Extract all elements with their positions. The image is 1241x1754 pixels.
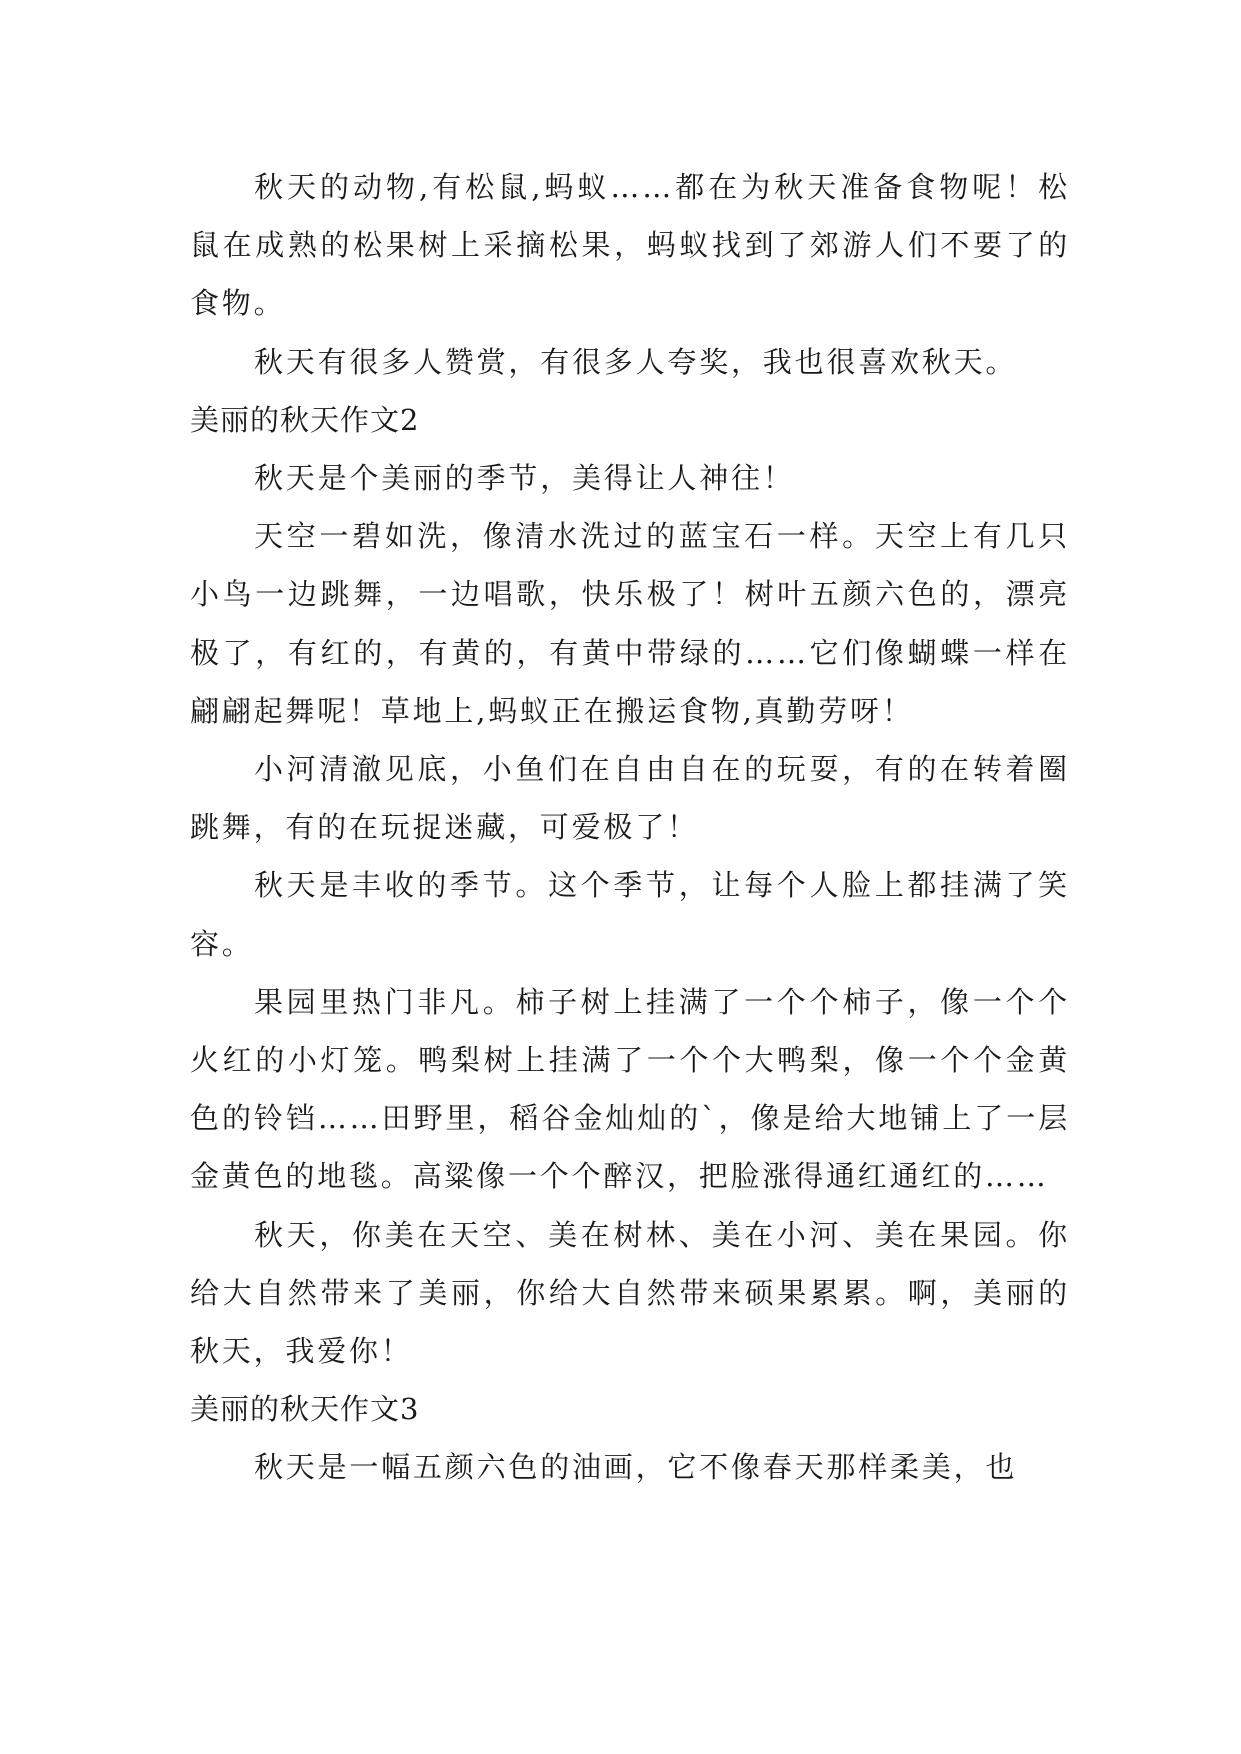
document-body	[190, 158, 1070, 1497]
paragraph-autumn-praise: 秋天有很多人赞赏，有很多人夸奖，我也很喜欢秋天。	[254, 344, 1018, 379]
paragraph-autumn-animals: 秋天的动物,有松鼠,蚂蚁……都在为秋天准备食物呢！松鼠在成熟的松果树上采摘松果，蚂蚁找到了郊游人们不要了的食物。	[190, 170, 1070, 321]
paragraph-sky-and-leaves: 天空一碧如洗，像清水洗过的蓝宝石一样。天空上有几只小鸟一边跳舞，一边唱歌，快乐极了！树叶五颜六色的，漂亮极了，有红的，有黄的，有黄中带绿的……它们像蝴蝶一样在翩翩起舞呢！草地上,蚂蚁正在搬运食物,真勤劳呀！	[190, 519, 1070, 728]
paragraph-conclusion: 秋天，你美在天空、美在树林、美在小河、美在果园。你给大自然带来了美丽，你给大自然带来硕果累累。啊，美丽的秋天，我爱你！	[190, 1217, 1070, 1369]
paragraph-orchard: 果园里热门非凡。柿子树上挂满了一个个柿子，像一个个火红的小灯笼。鸭梨树上挂满了一个个大鸭梨，像一个个金黄色的铃铛……田野里，稻谷金灿灿的`，像是给大地铺上了一层金黄色的地毯。高粱像一个个醉汉，把脸涨得通红通红的……	[190, 984, 1070, 1194]
paragraph-oil-painting: 秋天是一幅五颜六色的油画，它不像春天那样柔美，也	[254, 1450, 1018, 1485]
paragraph-beautiful-season: 秋天是个美丽的季节，美得让人神往！	[254, 461, 795, 496]
section-heading-essay-2: 美丽的秋天作文2	[190, 402, 420, 437]
section-heading-essay-3: 美丽的秋天作文3	[190, 1392, 420, 1427]
paragraph-river-fish: 小河清澈见底，小鱼们在自由自在的玩耍，有的在转着圈跳舞，有的在玩捉迷藏，可爱极了！	[190, 752, 1070, 845]
paragraph-harvest-season: 秋天是丰收的季节。这个季节，让每个人脸上都挂满了笑容。	[190, 868, 1070, 961]
